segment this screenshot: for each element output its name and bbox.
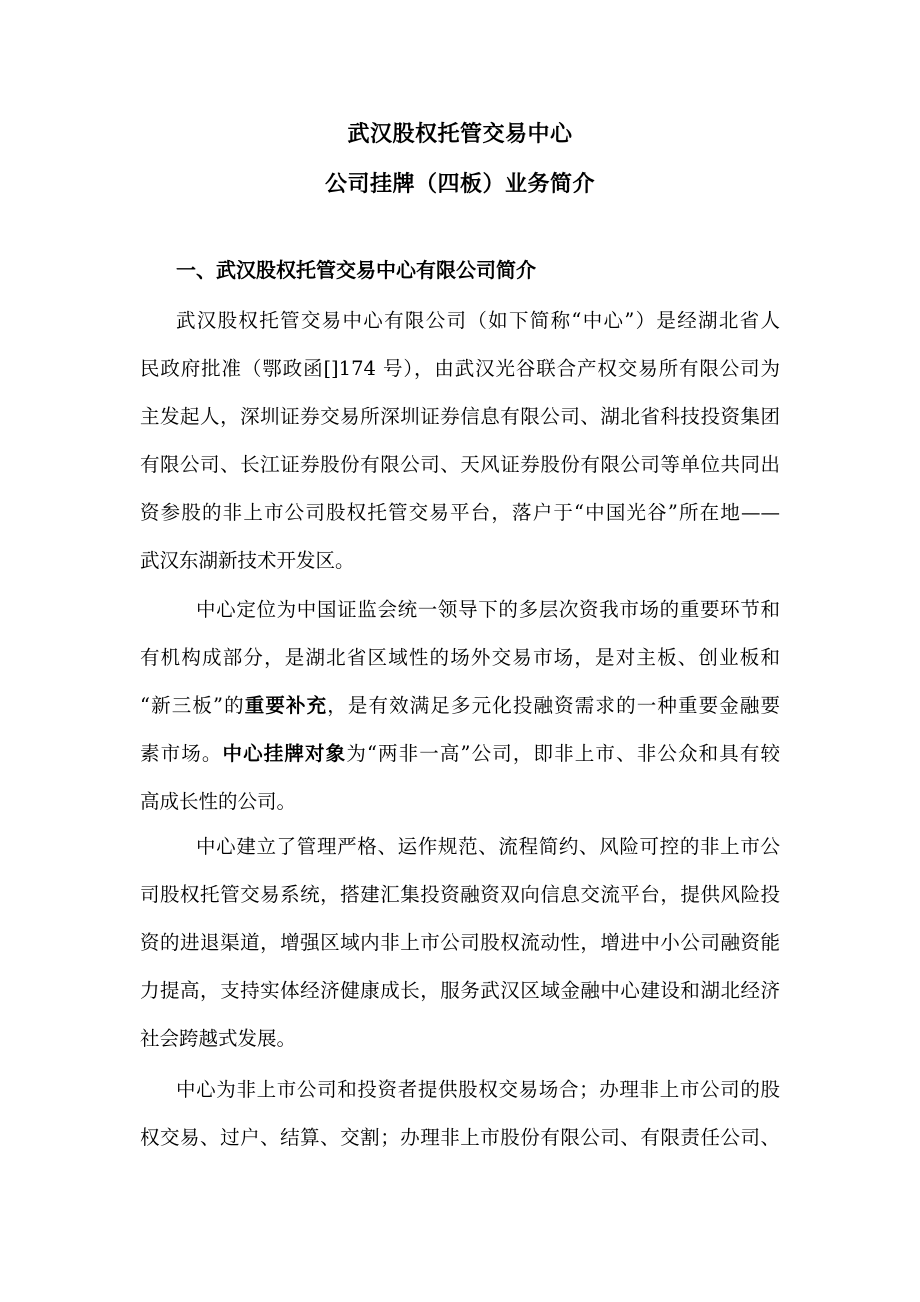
paragraph-line: 武汉股权托管交易中心有限公司（如下简称“中心”）是经湖北省人 (176, 309, 780, 332)
paragraph-line: 社会跨越式发展。 (140, 1027, 297, 1050)
paragraph-line: 民政府批准（鄂政函[]174 号），由武汉光谷联合产权交易所有限公司为 (140, 357, 780, 380)
paragraph-line: 资参股的非上市公司股权托管交易平台，落户于“中国光谷”所在地—— (140, 501, 780, 524)
paragraph-line: 高成长性的公司。 (140, 790, 297, 813)
text-span: “新三板”的 (140, 694, 245, 717)
paragraph-line: 力提高，支持实体经济健康成长，服务武汉区域金融中心建设和湖北经济 (140, 979, 780, 1002)
document-subtitle: 公司挂牌（四板）业务简介 (324, 172, 595, 197)
bold-emphasis: 重要补充 (244, 694, 328, 717)
paragraph-line: 有机构成部分，是湖北省区域性的场外交易市场，是对主板、创业板和 (140, 646, 780, 669)
text-span: 为“两非一高”公司，即非上市、非公众和具有较 (346, 742, 780, 765)
paragraph-2 (140, 586, 780, 826)
paragraph-line: 权交易、过户、结算、交割；办理非上市股份有限公司、有限责任公司、 (140, 1126, 780, 1149)
paragraph-line: 中心建立了管理严格、运作规范、流程简约、风险可控的非上市公 (196, 835, 780, 858)
paragraph-3 (140, 823, 780, 1063)
paragraph-line: 中心定位为中国证监会统一领导下的多层次资我市场的重要环节和 (196, 598, 780, 621)
paragraph-1 (140, 297, 780, 585)
paragraph-4 (140, 1066, 780, 1162)
section-heading: 一、武汉股权托管交易中心有限公司简介 (176, 258, 536, 282)
paragraph-line (140, 682, 780, 730)
paragraph-line (140, 730, 780, 778)
bold-emphasis: 中心挂牌对象 (222, 742, 347, 765)
text-span: ，是有效满足多元化投融资需求的一种重要金融要 (327, 694, 780, 717)
paragraph-line: 资的进退渠道，增强区域内非上市公司股权流动性，增进中小公司融资能 (140, 931, 780, 954)
paragraph-line: 有限公司、长江证券股份有限公司、天风证券股份有限公司等单位共同出 (140, 453, 780, 476)
paragraph-line: 中心为非上市公司和投资者提供股权交易场合；办理非上市公司的股 (176, 1078, 780, 1101)
text-span: 素市场。 (140, 742, 223, 765)
document-title: 武汉股权托管交易中心 (347, 122, 573, 147)
paragraph-line: 武汉东湖新技术开发区。 (140, 549, 355, 572)
paragraph-line: 主发起人，深圳证券交易所深圳证券信息有限公司、湖北省科技投资集团 (140, 405, 780, 428)
paragraph-line: 司股权托管交易系统，搭建汇集投资融资双向信息交流平台，提供风险投 (140, 883, 780, 906)
